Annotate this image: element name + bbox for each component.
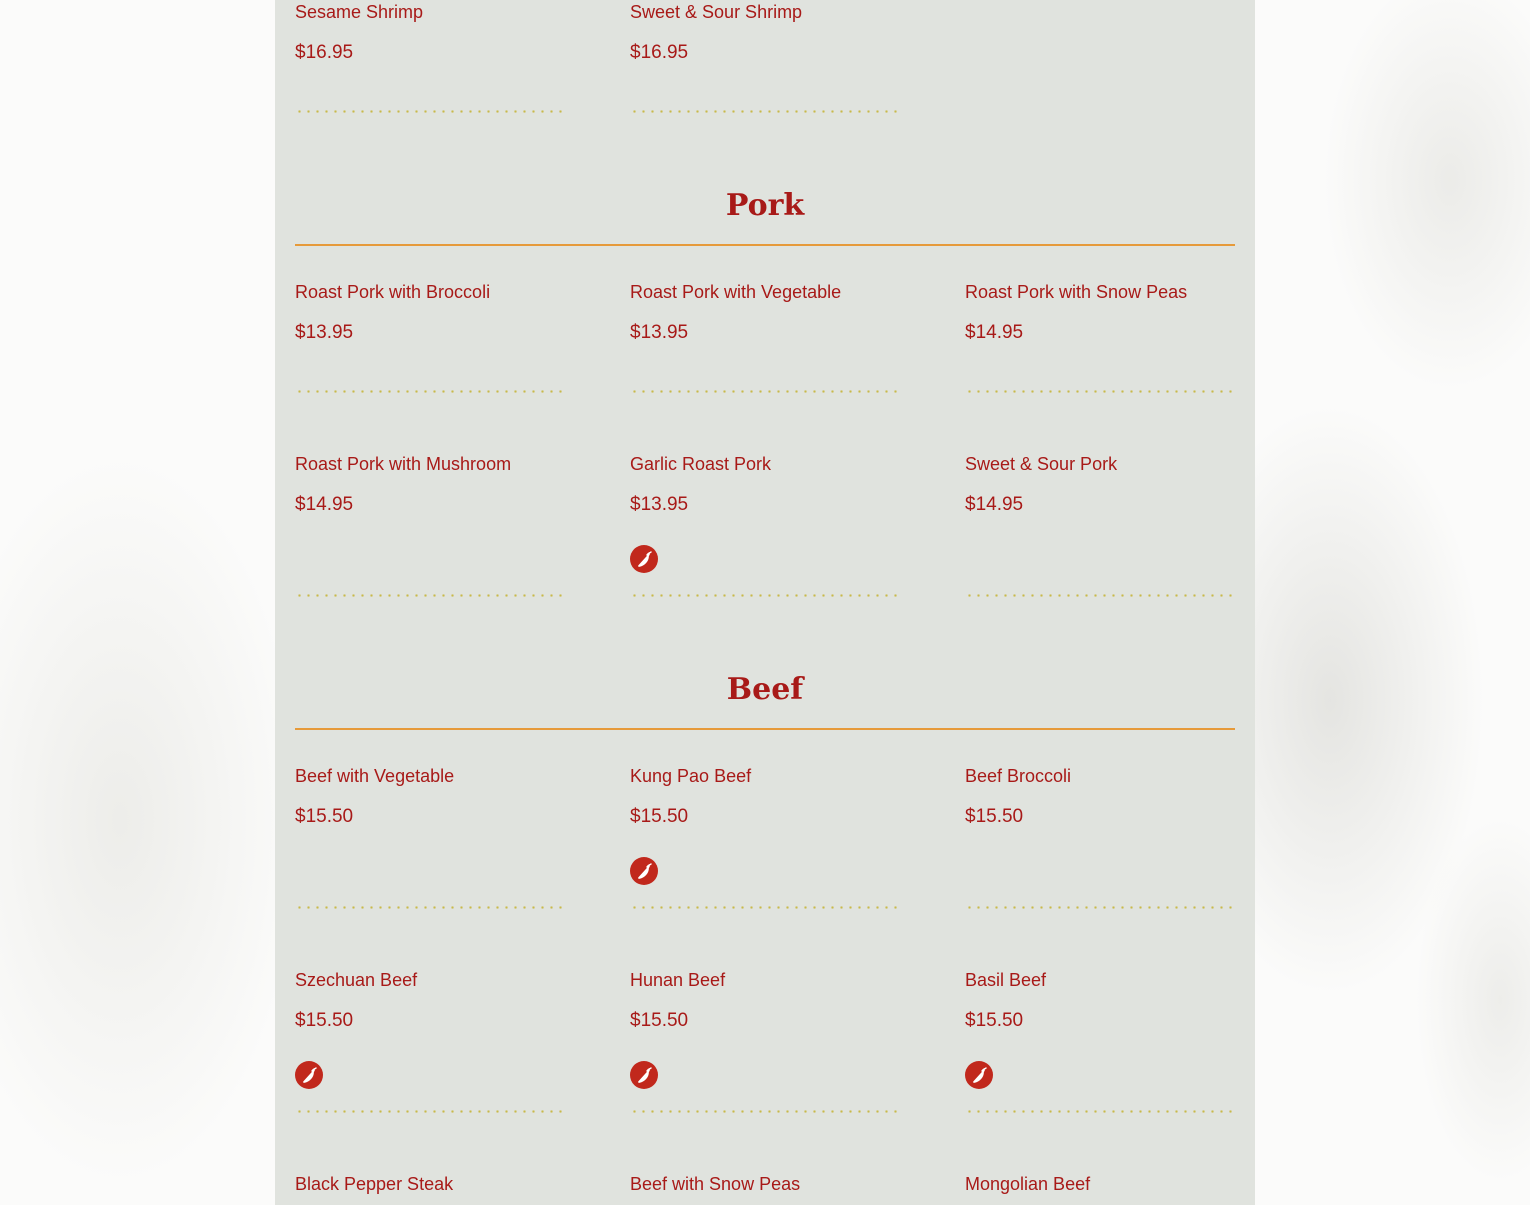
dotted-divider <box>295 594 565 597</box>
menu-item-price: $13.95 <box>630 494 689 515</box>
dotted-divider <box>965 594 1235 597</box>
menu-item-name: Basil Beef <box>965 970 1047 990</box>
dotted-divider <box>630 1110 900 1113</box>
menu-item-price: $14.95 <box>295 494 354 515</box>
dotted-divider <box>965 1110 1235 1113</box>
dotted-divider <box>630 906 900 909</box>
menu-item-name: Beef Broccoli <box>965 766 1072 786</box>
menu-item-price: $16.95 <box>295 42 354 63</box>
dotted-divider <box>295 110 565 113</box>
dotted-divider <box>295 390 565 393</box>
section-title-beef: Beef <box>726 672 804 707</box>
menu-item-name: Sesame Shrimp <box>295 2 424 22</box>
menu-item-price: $16.95 <box>630 42 689 63</box>
menu-item-name: Roast Pork with Broccoli <box>295 282 491 302</box>
menu-item-name: Kung Pao Beef <box>630 766 752 786</box>
menu-item-name: Roast Pork with Snow Peas <box>965 282 1188 302</box>
menu-item-price: $14.95 <box>965 494 1024 515</box>
menu-item-name: Black Pepper Steak <box>295 1174 454 1194</box>
chili-pepper-icon <box>630 545 658 573</box>
dotted-divider <box>295 1110 565 1113</box>
menu-item-price: $15.50 <box>965 806 1024 827</box>
dotted-divider <box>630 594 900 597</box>
menu-item-name: Roast Pork with Mushroom <box>295 454 512 474</box>
dotted-divider <box>630 390 900 393</box>
menu-item-price: $15.50 <box>630 806 689 827</box>
menu-item-price: $13.95 <box>630 322 689 343</box>
section-divider <box>295 728 1235 730</box>
menu-item-name: Beef with Vegetable <box>295 766 455 786</box>
dotted-divider <box>965 906 1235 909</box>
menu-item-price: $15.50 <box>295 806 354 827</box>
chili-pepper-icon <box>630 857 658 885</box>
chili-pepper-icon <box>630 1061 658 1089</box>
menu-item-name: Roast Pork with Vegetable <box>630 282 842 302</box>
menu-item-name: Garlic Roast Pork <box>630 454 772 474</box>
chili-pepper-icon <box>295 1061 323 1089</box>
dotted-divider <box>965 390 1235 393</box>
menu-item-name: Sweet & Sour Pork <box>965 454 1118 474</box>
section-divider <box>295 244 1235 246</box>
menu-panel <box>275 0 1255 1205</box>
menu-item-name: Sweet & Sour Shrimp <box>630 2 803 22</box>
menu-item-name: Hunan Beef <box>630 970 726 990</box>
chili-pepper-icon <box>965 1061 993 1089</box>
menu-item-price: $15.50 <box>965 1010 1024 1031</box>
menu-item-price: $14.95 <box>965 322 1024 343</box>
dotted-divider <box>630 110 900 113</box>
menu-item-price: $15.50 <box>295 1010 354 1031</box>
dotted-divider <box>295 906 565 909</box>
menu-item-name: Beef with Snow Peas <box>630 1174 801 1194</box>
menu-item-name: Szechuan Beef <box>295 970 418 990</box>
menu-item-price: $15.50 <box>630 1010 689 1031</box>
section-title-pork: Pork <box>725 188 805 223</box>
menu-item-name: Mongolian Beef <box>965 1174 1091 1194</box>
menu-item-price: $13.95 <box>295 322 354 343</box>
